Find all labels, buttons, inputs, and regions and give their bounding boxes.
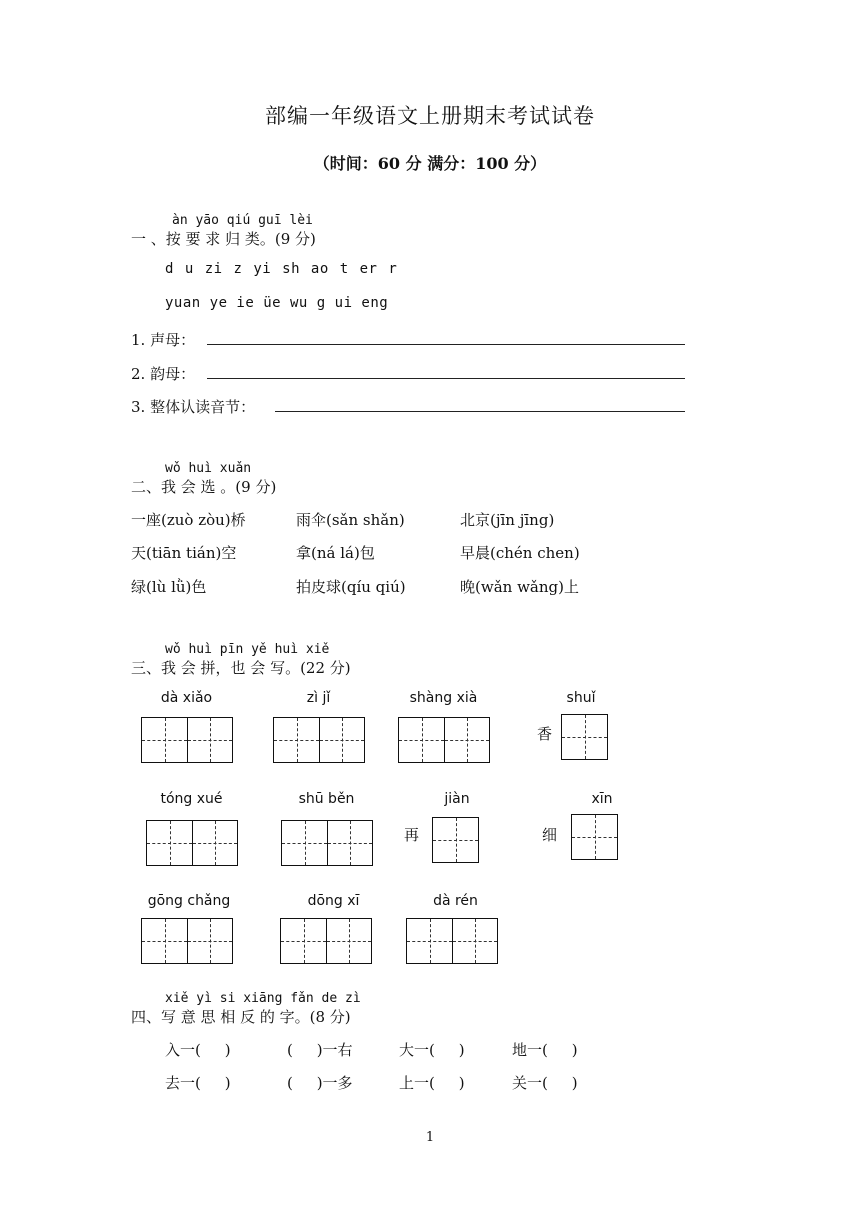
writing-grid[interactable] [280, 918, 372, 964]
question-2-answer-line[interactable] [207, 378, 685, 379]
antonym-item[interactable]: 上一( ) [399, 1074, 465, 1092]
exam-title: 部编一年级语文上册期末考试试卷 [265, 104, 595, 128]
writing-grid[interactable] [141, 717, 233, 763]
word-pinyin: dōng xī [307, 893, 360, 909]
section4-pinyin: xiě yì si xiāng fǎn de zì [165, 991, 361, 1006]
writing-grid[interactable] [141, 918, 233, 964]
question-1-label: 1. 声母： [131, 331, 196, 349]
word-pinyin: shàng xià [409, 690, 478, 706]
choice-item[interactable]: 北京(jīn jīng) [460, 511, 555, 529]
word-prefix-char: 香 [537, 725, 553, 743]
antonym-item[interactable]: 地一( ) [512, 1041, 578, 1059]
choice-item[interactable]: 一座(zuò zòu)桥 [131, 511, 246, 529]
exam-subtitle: （时间：60 分 满分：100 分） [313, 154, 547, 173]
word-pinyin: jiàn [444, 791, 470, 807]
question-2-label: 2. 韵母： [131, 365, 196, 383]
antonym-item[interactable]: ( )一右 [287, 1041, 353, 1059]
choice-item[interactable]: 天(tiān tián)空 [131, 544, 237, 562]
choice-item[interactable]: 晚(wǎn wǎng)上 [460, 578, 579, 596]
writing-grid[interactable] [146, 820, 238, 866]
section1-pinyin: àn yāo qiú guī lèi [172, 213, 313, 228]
question-3-answer-line[interactable] [275, 411, 685, 412]
word-prefix-char: 再 [404, 826, 420, 844]
writing-grid[interactable] [406, 918, 498, 964]
question-1-answer-line[interactable] [207, 344, 685, 345]
section3-heading: 三、我 会 拼，也 会 写。(22 分) [131, 659, 351, 677]
section1-heading: 一 、按 要 求 归 类。(9 分) [131, 230, 316, 248]
word-pinyin: dà xiǎo [160, 690, 213, 706]
section1-letters-row2: yuan ye ie üe wu g ui eng [165, 295, 389, 311]
section2-heading: 二、我 会 选 。(9 分) [131, 478, 277, 496]
choice-item[interactable]: 拍皮球(qíu qiú) [296, 578, 406, 596]
page-number: 1 [425, 1130, 435, 1145]
question-3-label: 3. 整体认读音节： [131, 398, 256, 416]
word-pinyin: gōng chǎng [147, 893, 231, 909]
word-pinyin: tóng xué [160, 791, 223, 807]
writing-grid[interactable] [398, 717, 490, 763]
writing-grid[interactable] [281, 820, 373, 866]
writing-grid[interactable] [571, 814, 618, 860]
antonym-item[interactable]: 去一( ) [165, 1074, 231, 1092]
word-pinyin: shuǐ [566, 690, 596, 706]
word-prefix-char: 细 [542, 826, 558, 844]
section2-pinyin: wǒ huì xuǎn [165, 461, 252, 476]
choice-item[interactable]: 早晨(chén chen) [460, 544, 580, 562]
choice-item[interactable]: 拿(ná lá)包 [296, 544, 375, 562]
word-pinyin: zì jǐ [306, 690, 331, 706]
word-pinyin: shū běn [298, 791, 355, 807]
writing-grid[interactable] [561, 714, 608, 760]
writing-grid[interactable] [273, 717, 365, 763]
word-pinyin: xīn [591, 791, 613, 807]
antonym-item[interactable]: 入一( ) [165, 1041, 231, 1059]
section1-letters-row1: d u zi z yi sh ao t er r [165, 261, 398, 277]
choice-item[interactable]: 雨伞(sǎn shǎn) [296, 511, 405, 529]
antonym-item[interactable]: 关一( ) [512, 1074, 578, 1092]
antonym-item[interactable]: ( )一多 [287, 1074, 353, 1092]
section3-pinyin: wǒ huì pīn yě huì xiě [165, 642, 330, 657]
writing-grid[interactable] [432, 817, 479, 863]
section4-heading: 四、写 意 思 相 反 的 字。(8 分) [131, 1008, 351, 1026]
choice-item[interactable]: 绿(lù lǜ)色 [131, 578, 207, 596]
word-pinyin: dà rén [433, 893, 478, 909]
antonym-item[interactable]: 大一( ) [399, 1041, 465, 1059]
